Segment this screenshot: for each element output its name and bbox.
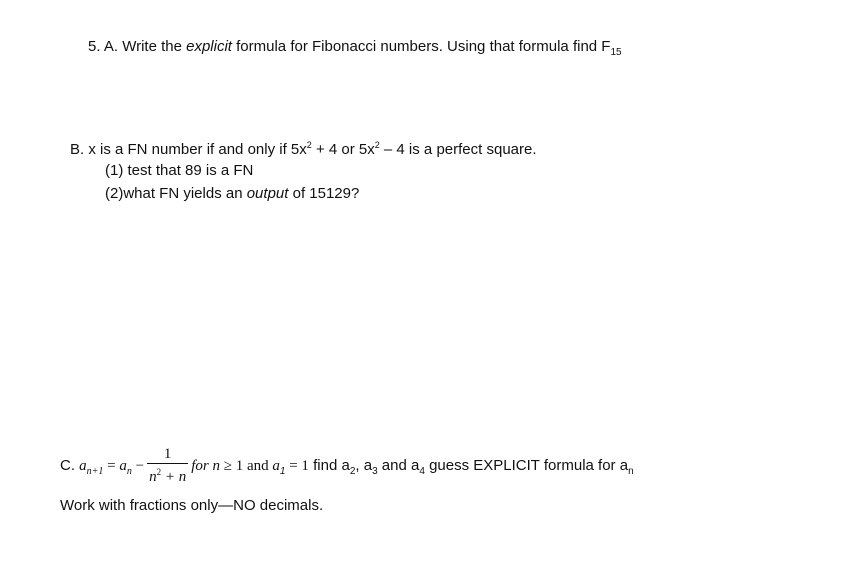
lhs-sub: n+1 [86,465,104,477]
find-sub-2: 2 [349,465,356,477]
part-a-middle: formula for Fibonacci numbers. Using that formula find F [231,38,611,55]
part-a-subscript: 15 [610,47,622,58]
part-b-item-1: (1) test that 89 is a FN [105,162,254,179]
question-5a [88,38,622,58]
den-exp: 2 [156,467,162,477]
part-b-lead: B. x is a FN number if and only if 5x [70,141,307,158]
find-sub-n: n [628,465,634,477]
find-and: and a [377,456,420,474]
find-prefix: find a [308,456,350,474]
find-comma-1: , a [355,456,373,474]
lhs-var: a [79,457,87,474]
question-5c [60,446,634,486]
part-b-mid: + 4 or 5x [311,141,375,158]
condition-ge: ≥ 1 [220,457,247,474]
condition-eq: = 1 [285,457,309,474]
recurrence-rhs [119,457,132,477]
condition-a-sub: 1 [279,465,286,477]
rhs-sub: n [126,465,132,477]
part-b-item2-output: output [246,185,289,202]
find-sub-3: 3 [372,465,378,477]
fraction-denominator [147,464,188,486]
recurrence-minus: − [131,457,145,474]
part-b-item-2 [105,185,359,202]
den-var: n [149,469,157,485]
condition-and: and [246,457,273,474]
question-5b [70,140,537,158]
condition-for: for [191,457,213,474]
recurrence-eq: = [103,457,120,474]
part-a-explicit: explicit [186,38,232,55]
condition-a: a [272,457,280,474]
part-b-exp1: 2 [306,140,312,150]
fraction-numerator: 1 [163,446,172,462]
find-suffix: guess EXPLICIT formula for a [424,456,629,474]
part-b-item2-prefix: (2)what FN yields an [105,185,247,202]
part-c-note: Work with fractions only—NO decimals. [60,497,324,514]
rhs-var: a [119,457,127,474]
den-tail: + n [161,469,187,485]
condition-n: n [212,457,220,474]
part-c-label: C. [60,456,75,474]
part-a-prefix: 5. A. Write the [88,38,187,55]
find-sub-4: 4 [419,465,425,477]
part-b-item2-suffix: of 15129? [288,185,360,202]
part-b-tail: – 4 is a perfect square. [379,141,537,158]
recurrence-fraction [147,446,188,486]
part-b-exp2: 2 [374,140,380,150]
recurrence-lhs [79,457,104,477]
